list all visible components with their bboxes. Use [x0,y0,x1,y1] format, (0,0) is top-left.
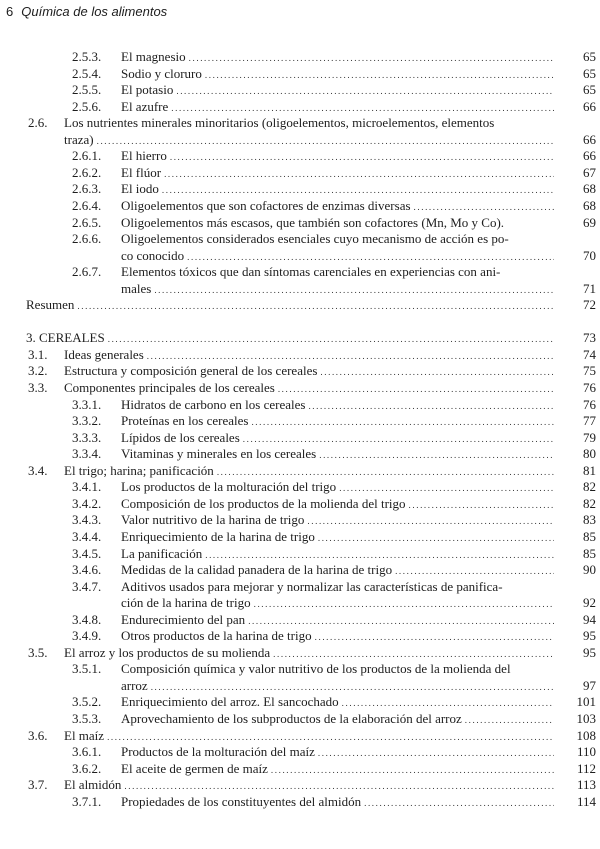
toc-entry [0,462,600,480]
toc-entry-number: 3.3.4. [72,446,102,462]
toc-entry-number: 3.3.1. [72,396,102,412]
toc-entry-page: 66 [583,148,596,164]
toc-entry [0,180,600,198]
toc-entry [0,793,600,811]
toc-entry-page: 95 [583,644,596,660]
toc-entry-page: 92 [583,595,596,611]
book-title: Química de los alimentos [21,4,168,19]
toc-entry [0,561,600,579]
toc-entry-page: 68 [583,197,596,213]
toc-entry-number: 3.6. [28,727,48,743]
toc-entry-number: 3.4.6. [72,562,102,578]
toc-entry-page: 68 [583,181,596,197]
toc-entry-title: Enriquecimiento del arroz. El sancochado [121,694,339,710]
toc-entry-title: El arroz y los productos de su molienda [64,644,271,660]
toc-entry-number: 2.5.3. [72,49,102,64]
toc-entry-page: 108 [576,727,596,743]
toc-entry-page: 67 [583,164,596,180]
toc-entry-number: 2.5.4. [72,65,102,81]
toc-entry-title: Ideas generales [64,346,144,362]
toc-entry-number: 2.5.6. [72,98,102,114]
toc-entry-page: 74 [583,346,596,362]
toc-entry-title: Elementos tóxicos que dan síntomas carenciales en experiencias con ani- [121,264,501,280]
toc-entry [0,677,600,695]
toc-entry-number: 3.2. [28,363,48,379]
toc-entry-page: 80 [583,446,596,462]
toc-entry-number: 2.6.3. [72,181,102,197]
toc-entry-number: 3.5. [28,644,48,660]
toc-entry-title: Composición de los productos de la molienda del trigo [121,495,406,511]
toc-entry [0,578,600,596]
toc-entry-title: El magnesio [121,49,186,64]
running-header [6,4,167,19]
toc-entry-page: 85 [583,545,596,561]
toc-entry [0,693,600,711]
toc-entry-title: Valor nutritivo de la harina de trigo [121,512,305,528]
toc-entry [0,230,600,248]
page-number: 6 [6,4,14,19]
toc-entry [0,429,600,447]
toc-entry-page: 73 [583,330,596,346]
toc-entry [0,478,600,496]
toc-entry-number: 2.6.4. [72,197,102,213]
toc-entry-title: Vitaminas y minerales en los cereales [121,446,317,462]
toc-entry-number: 3.4.2. [72,495,102,511]
toc-entry-page: 97 [583,677,596,693]
toc-entry-page: 66 [583,131,596,147]
toc-entry-page: 71 [583,280,596,296]
toc-entry [0,644,600,662]
toc-entry-title: El flúor [121,164,162,180]
toc-entry-number: 3.5.1. [72,661,102,677]
toc-entry-page: 66 [583,98,596,114]
toc-entry-title: 3. CEREALES [26,330,105,346]
toc-entry-title: Composición química y valor nutritivo de los productos de la molienda del [121,661,511,677]
toc-entry-title: Productos de la molturación del maíz [121,744,315,760]
toc-entry-title: males [121,280,152,296]
toc-entry [0,197,600,215]
toc-entry-page: 112 [576,760,596,776]
toc-entry-page: 65 [583,49,596,64]
toc-entry-title: co conocido [121,247,185,263]
toc-entry-title: arroz [121,677,148,693]
toc-entry [0,760,600,778]
toc-entry-title: Estructura y composición general de los cereales [64,363,318,379]
toc-entry [0,98,600,116]
toc-entry-number: 2.6.7. [72,264,102,280]
toc-entry [0,495,600,513]
toc-entry [0,594,600,612]
toc-entry-number: 2.5.5. [72,82,102,98]
toc-entry-page: 94 [583,611,596,627]
dot-leader [364,794,554,812]
toc-entry-page: 83 [583,512,596,528]
toc-entry-title: Oligoelementos que son cofactores de enzimas diversas [121,197,411,213]
toc-entry-title: Oligoelementos considerados esenciales cuyo mecanismo de acción es po- [121,231,509,247]
toc-entry [0,147,600,165]
toc-entry [0,114,600,132]
toc-entry [0,81,600,99]
toc-entry-page: 82 [583,479,596,495]
toc-entry-number: 3.4.1. [72,479,102,495]
toc-entry-page: 110 [576,744,596,760]
toc-entry-number: 2.6.2. [72,164,102,180]
toc-entry-title: Los nutrientes minerales minoritarios (oligoelementos, microelementos, elementos [64,115,495,131]
toc-entry-title: Hidratos de carbono en los cereales [121,396,306,412]
toc-entry-number: 3.4.3. [72,512,102,528]
toc-entry-number: 2.6.1. [72,148,102,164]
toc-entry-title: Medidas de la calidad panadera de la harina de trigo [121,562,393,578]
toc-entry-page: 69 [583,214,596,230]
toc-entry-page: 85 [583,528,596,544]
toc-entry-number: 3.4.8. [72,611,102,627]
toc-entry-page: 76 [583,396,596,412]
toc-entry-number: 3.3.3. [72,429,102,445]
toc-entry-title: Resumen [26,297,75,313]
toc-entry-number: 2.6.6. [72,231,102,247]
toc-entry [0,346,600,364]
toc-entry-number: 3.3. [28,380,48,395]
toc-entry-page: 75 [583,363,596,379]
toc-entry-number: 3.4.4. [72,528,102,544]
toc-entry [0,247,600,265]
toc-entry-page: 101 [576,694,596,710]
toc-entry [0,660,600,678]
toc-entry [0,214,600,232]
toc-entry [0,710,600,728]
toc-entry-number: 3.4.7. [72,578,102,594]
toc-entry-page: 72 [583,297,596,313]
toc-entry-number: 3.6.2. [72,760,102,776]
toc-entry [0,545,600,563]
toc-entry-title: ción de la harina de trigo [121,595,251,611]
toc-entry [0,280,600,298]
toc-entry-page: 65 [583,82,596,98]
toc-entry-title: traza) [64,131,94,147]
toc-entry-number: 2.6.5. [72,214,102,230]
toc-entry [0,727,600,745]
toc-entry [0,743,600,761]
toc-entry-title: Endurecimiento del pan [121,611,246,627]
toc-entry [0,65,600,83]
toc-entry-title: Propiedades de los constituyentes del almidón [121,793,362,809]
toc-entry [0,313,600,331]
toc-entry [0,412,600,430]
toc-entry-title: El azufre [121,98,169,114]
toc-entry-number: 3.4.5. [72,545,102,561]
toc-entry [0,48,600,66]
toc-entry-title: Proteínas en los cereales [121,413,249,429]
toc-entry-title: Oligoelementos más escasos, que también son cofactores (Mn, Mo y Co). [121,214,505,230]
toc-entry-number: 3.5.3. [72,711,102,726]
toc-entry [0,329,600,347]
toc-entry [0,379,600,397]
toc-entry [0,511,600,529]
toc-entry-title: La panificación [121,545,203,561]
toc-entry-title: Componentes principales de los cereales [64,380,275,395]
toc-entry-title: El maíz [64,727,105,743]
toc-entry-page: 113 [576,777,596,793]
toc-entry [0,296,600,314]
toc-entry-title: El aceite de germen de maíz [121,760,268,776]
toc-entry-page: 76 [583,380,596,395]
toc-entry-title: Lípidos de los cereales [121,429,240,445]
toc-entry-title: Sodio y cloruro [121,65,202,81]
toc-entry [0,131,600,149]
toc-entry-number: 3.5.2. [72,694,102,710]
toc-entry-title: Otros productos de la harina de trigo [121,628,312,644]
toc-entry-number: 3.4. [28,462,48,478]
toc-entry-number: 3.1. [28,346,48,362]
toc-entry-page: 77 [583,413,596,429]
toc-entry-title: Enriquecimiento de la harina de trigo [121,528,315,544]
toc-entry-title: El potasio [121,82,174,98]
toc-entry-page: 103 [576,711,596,726]
toc-entry [0,528,600,546]
toc-entry-page: 95 [583,628,596,644]
toc-entry [0,445,600,463]
toc-entry-number: 3.6.1. [72,744,102,760]
toc-entry-page: 114 [576,793,596,809]
toc-entry [0,164,600,182]
toc-entry-page: 65 [583,65,596,81]
toc-entry-page: 82 [583,495,596,511]
toc-entry [0,362,600,380]
toc-entry-title: Aditivos usados para mejorar y normalizar las características de panifica- [121,578,503,594]
toc-entry [0,263,600,281]
toc-entry-page: 81 [583,462,596,478]
toc-entry-title: El almidón [64,777,122,793]
toc-entry-page: 90 [583,562,596,578]
toc-entry [0,611,600,629]
toc-entry-title: Los productos de la molturación del trigo [121,479,337,495]
toc-entry-number: 3.3.2. [72,413,102,429]
toc-entry-title: El hierro [121,148,167,164]
toc-entry-number: 3.7.1. [72,793,102,809]
toc-entry-title: El iodo [121,181,159,197]
toc-entry-title: Aprovechamiento de los subproductos de la elaboración del arroz [121,711,462,726]
toc-entry-number: 3.4.9. [72,628,102,644]
toc-entry-title: El trigo; harina; panificación [64,462,214,478]
toc-entry-page: 79 [583,429,596,445]
toc-entry [0,627,600,645]
toc-entry-number: 3.7. [28,777,48,793]
toc-entry [0,396,600,414]
toc-entry [0,776,600,794]
toc-entry-page: 70 [583,247,596,263]
toc-entry-number: 2.6. [28,115,48,131]
